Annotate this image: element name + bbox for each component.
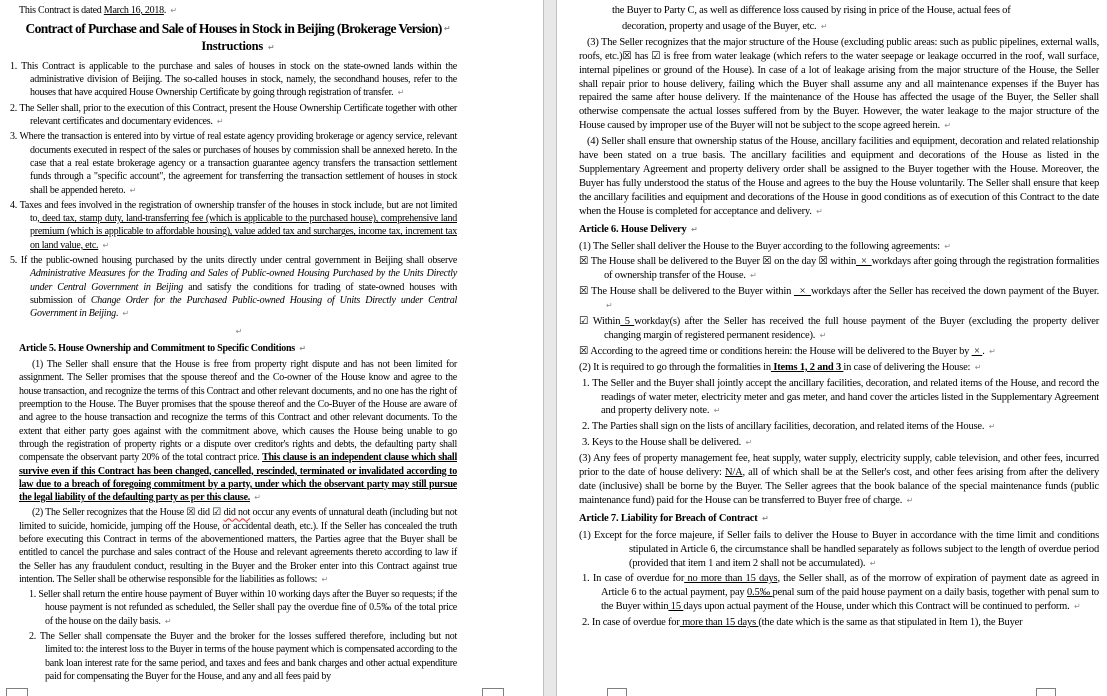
text-run: did: [195, 507, 213, 519]
delivery-option-2[interactable]: [579, 285, 1099, 313]
checkbox-crossed-icon[interactable]: ☒: [186, 507, 196, 519]
text-run: Contract of Purchase and Sale of Houses in Stock in Beijing (Brokerage Version): [25, 21, 442, 37]
paragraph-mark-icon: ↵: [906, 495, 914, 505]
text-run: Seller shall return the entire house payment of Buyer within 10 working days after the Buyer so requests; if the house payment is not refunded as scheduled, the Seller shall pay the overdue fine of 0.5‰ of the total price of the house on the daily basis.: [38, 589, 457, 627]
article-5-para-2[interactable]: [19, 506, 457, 586]
text-run: 5: [620, 316, 635, 328]
article-6-heading[interactable]: [579, 223, 1099, 237]
text-run: Administrative Measures for the Trading and Sales of Public-owned Housing Purchased by the Units Directly under Central Government in Beijing: [30, 268, 457, 293]
text-run: (the date which is the same as that stipulated in Item 1), the Buyer: [758, 617, 1023, 629]
text-run: deed tax, stamp duty, land-transferring fee (which is applicable to the purchased house), comprehensive land premium (which is applicable to affordable housing), value added tax and surcharges, income tax, increment tax on land value, etc.: [30, 213, 457, 251]
paragraph-mark-icon: ↵: [819, 330, 827, 340]
paragraph-mark-icon: ↵: [820, 21, 828, 31]
text-run: workdays after the Seller has received the down payment of the Buyer.: [810, 286, 1099, 298]
article-5-para-1[interactable]: [19, 358, 457, 504]
text-run: .: [982, 345, 988, 357]
text-run: (2) The Seller recognizes that the House: [32, 507, 187, 519]
text-run: no more than 15 days: [684, 573, 778, 585]
paragraph-mark-icon: ↵: [713, 406, 721, 416]
cropped-footer-box: [607, 688, 627, 696]
list-marker: 2.: [582, 421, 590, 433]
paragraph-mark-icon: ↵: [397, 88, 405, 98]
list-marker: 3.: [582, 437, 590, 449]
list-marker: 5.: [10, 255, 17, 267]
continuation-line-2[interactable]: [622, 20, 1099, 34]
paragraph-mark-icon: ↵: [1073, 602, 1081, 612]
checkbox-crossed-icon[interactable]: ☒: [579, 255, 589, 268]
text-run: more than 15 days: [679, 617, 759, 629]
text-run: 0.5‰: [746, 587, 773, 599]
text-run: in case of delivering the House:: [843, 361, 973, 373]
paragraph-mark-icon: ↵: [690, 224, 698, 234]
article-6-para-3[interactable]: [579, 452, 1099, 508]
text-run: (4) Seller shall ensure that ownership status of the House, ancillary facilities and equipment, decoration and related relationship have been stated on a true basis. The ancillary facilities and equipment and decorations of the House as listed in the Supplementary Agreement and property delivery order shall be assigned to the Buyer together with the House. Moreover, the Buyer has fully understood the status of the House and agrees to the buy the House voluntarily. The Seller shall ensure that keep the ancillary facilities and equipment and decorations of the House in good conditions as of execution of this Contract to the date when the House is completed for acceptance and delivery.: [579, 136, 1099, 217]
list-marker: 2.: [29, 631, 36, 643]
text-run: March 16, 2018: [103, 5, 164, 16]
list-marker: 1.: [582, 377, 590, 389]
formality-item-2[interactable]: [579, 420, 1099, 434]
paragraph-mark-icon: ↵: [816, 206, 823, 216]
text-run: within: [827, 256, 857, 268]
list-marker: 2.: [10, 102, 17, 114]
list-marker: 1.: [582, 573, 590, 585]
text-run: decoration, property and usage of the Buyer, etc.: [622, 20, 819, 32]
list-marker: 1.: [29, 589, 36, 601]
text-run: [250, 492, 252, 503]
text-run: ×: [856, 256, 872, 268]
page-1-content: [0, 0, 543, 683]
checkbox-crossed-icon[interactable]: ☒: [762, 255, 772, 268]
instruction-item-1[interactable]: [10, 60, 457, 100]
liability-item-2[interactable]: [19, 630, 457, 683]
page-1: [0, 0, 543, 696]
article-7-para-1[interactable]: [579, 529, 1099, 571]
text-run: Article 7. Liability for Breach of Contract: [579, 512, 760, 524]
text-run: Taxes and fees involved in the registration of ownership transfer of the houses in stock include, but are not limited to,: [19, 199, 458, 225]
instruction-item-5[interactable]: [10, 254, 458, 320]
text-run: In case of overdue for: [592, 573, 685, 585]
cropped-footer-box: [482, 688, 504, 696]
text-run: (2) It is required to go through the formalities in: [579, 361, 771, 373]
text-run: In case of overdue for: [591, 617, 680, 629]
text-run: This clause is an independent clause which shall survive even if this Contract has been changed, cancelled, rescinded, terminated or invalidated according to law due to a breach of foregoing commitment by a party, under which the observant party may still pursue the legal liability of the defaulting party as per this clause.: [19, 452, 457, 504]
paragraph-mark-icon: ↵: [170, 6, 178, 15]
text-run: workday(s) after the Seller has received the full house payment of the Buyer (excluding the property deliver changing margin of registered permanent residence).: [604, 316, 1100, 341]
instruction-item-3[interactable]: [10, 130, 457, 196]
empty-paragraph[interactable]: [19, 325, 457, 338]
paragraph-mark-icon: ↵: [235, 326, 243, 336]
text-run: This Contract is dated: [19, 5, 104, 16]
text-run: is free from water leakage (which refers to the water seepage or leakage occurred in the roof, wall surface, internal pipelines or ground of the House). In case of a lot of leakage arising from the major structure of the House, the Seller shall repair prior to house delivery, failing which the Buyer shall assume any and all maintenance expenses if the Buyer has repaired the same after house delivery. If the maintenance of the House has affected the usage of the Buyer, the Seller shall otherwise compensate the actual losses suffered from by the Buyer. However, the water leakage to the major structure of the House caused by improper use of the Buyer will not be subject to the scope agreed herein.: [579, 50, 1099, 132]
text-run: If the public-owned housing purchased by the units directly under central government in Beijing shall observe: [20, 255, 458, 267]
text-run: ×: [793, 286, 811, 298]
checkbox-checked-icon[interactable]: ☑: [651, 49, 661, 62]
text-run: (3) The Seller recognizes that the major structure of the House (excluding public areas: such as public pipelines, external walls, roofs, etc.): [579, 36, 1099, 62]
paragraph-mark-icon: ↵: [216, 117, 224, 127]
text-run: ×: [971, 345, 983, 357]
text-run: The Seller shall, prior to the execution of this Contract, present the House Ownership Certificate together with other relevant certificates and documentary evidences.: [19, 102, 458, 128]
text-run: Within: [588, 316, 621, 328]
article-5-para-4[interactable]: [579, 135, 1099, 218]
paragraph-mark-icon: ↵: [321, 574, 329, 584]
checkbox-crossed-icon[interactable]: ☒: [579, 344, 589, 357]
paragraph-mark-icon: ↵: [129, 185, 137, 195]
paragraph-mark-icon: ↵: [606, 301, 613, 311]
text-run: .: [163, 5, 169, 16]
text-run: the Buyer to Party C, as well as difference loss caused by rising in price of the House, actual fees of: [612, 5, 1011, 16]
paragraph-mark-icon: ↵: [944, 241, 951, 251]
text-run: The Parties shall sign on the lists of ancillary facilities, decoration, and related items of the House.: [591, 421, 987, 433]
text-run: According to the agreed time or conditions herein: the House will be delivered to the Buyer by: [588, 345, 972, 357]
text-run: and satisfy the conditions for trading of state-owned houses with submission of: [30, 281, 457, 306]
text-run: Items 1, 2 and 3: [770, 361, 844, 373]
delivery-option-4[interactable]: [579, 345, 1099, 359]
text-run: Change Order for the Purchased Public-owned Housing of Units Directly under Central Government in Beijing: [30, 294, 457, 320]
text-run: The Seller and the Buyer shall jointly accept the ancillary facilities, decoration, and related items of the House, and record the readings of water meter, electricity meter and gas meter, and hand cover the articles listed in the Supplementary Agreement and property delivery note.: [592, 377, 1099, 417]
text-run: Article 6. House Delivery: [579, 223, 689, 235]
paragraph-mark-icon: ↵: [944, 121, 952, 131]
paragraph-mark-icon: ↵: [164, 616, 172, 626]
text-run: (3) Any fees of property management fee, heat supply, water supply, electricity supply, cable television, and other fees, incurred prior to the date of house delivery:: [579, 453, 1099, 479]
text-run: (1) The Seller shall deliver the House to the Buyer according to the following agreements:: [579, 240, 943, 252]
text-run: on the day: [771, 256, 819, 268]
list-marker: 2.: [582, 617, 590, 629]
paragraph-mark-icon: ↵: [750, 271, 757, 281]
liability-item-1[interactable]: [19, 588, 457, 628]
formality-item-3[interactable]: [579, 436, 1099, 450]
text-run: Article 5. House Ownership and Commitment to Specific Conditions: [19, 342, 298, 354]
paragraph-mark-icon: ↵: [974, 362, 982, 372]
paragraph-mark-icon: ↵: [443, 24, 451, 34]
dateline[interactable]: [19, 4, 457, 17]
paragraph-mark-icon: ↵: [761, 513, 769, 523]
text-run: Keys to the House shall be delivered.: [591, 437, 744, 449]
text-run: This Contract is applicable to the purchase and sales of houses in stock on the state-owned lands within the administrative division of Beijing. The so-called houses in stock, namely, the secondhand houses, refer to the houses that have acquired House Ownership Certificate by going through registration of transfer.: [21, 60, 457, 99]
text-run: .: [115, 308, 121, 320]
checkbox-crossed-icon[interactable]: ☒: [579, 285, 589, 298]
paragraph-mark-icon: ↵: [989, 346, 996, 356]
text-run: , all of which shall be at the Seller's cost, and other fees arising from after the delivery date (inclusive) shall be borne by the Buyer. The Seller agrees that the book balance of the special maintenance funds (public maintenance fund) paid for the House can be transferred to Buyer free of charge.: [579, 467, 1099, 506]
cropped-footer-box: [1036, 688, 1056, 696]
text-run: days upon actual payment of the House, under which this Contract will be continued to perform.: [683, 601, 1072, 613]
paragraph-mark-icon: ↵: [102, 240, 110, 250]
checkbox-crossed-icon[interactable]: ☒: [818, 255, 828, 268]
paragraph-mark-icon: ↵: [988, 422, 996, 432]
text-run: The Seller shall compensate the Buyer and the broker for the losses suffered therefore, including but not limited to: the interest loss to the Buyer in terms of the house payment which is compensated according to the bank loan interest rate for the same period, and taxes and fees and bank charges and other actual expenditure paid for compensating the Buyer for the House, and any and all fees paid by: [39, 631, 457, 682]
text-run: The House shall be delivered to the Buyer within: [588, 286, 794, 298]
overdue-item-1[interactable]: [579, 572, 1099, 614]
delivery-option-3[interactable]: [579, 315, 1099, 343]
paragraph-mark-icon: ↵: [254, 493, 261, 503]
text-run: , the Seller shall, as of the morrow of expiration of payment date as agreed in Article 6 to the actual payment, pay: [601, 573, 1099, 599]
page-2: [557, 0, 1107, 696]
text-run: has: [631, 50, 652, 62]
text-run: workdays after going through the registration formalities of ownership transfer of the House.: [604, 256, 1100, 282]
checkbox-checked-icon[interactable]: ☑: [579, 315, 589, 328]
list-marker: 1.: [10, 60, 17, 72]
text-run: (1) Except for the force majeure, if Seller fails to deliver the House to Buyer in accordance with the time limit and conditions stipulated in Article 6, the circumstance shall be handled separately as follows subject to the length of overdue period (provided that item 1 and item 2 shall not be accumulated).: [579, 529, 1099, 569]
article-5-para-3[interactable]: [579, 36, 1099, 133]
list-marker: 3.: [10, 131, 17, 143]
paragraph-mark-icon: ↵: [869, 558, 877, 568]
text-run: 15: [668, 601, 684, 613]
cropped-footer-box: [6, 688, 28, 696]
article-5-heading[interactable]: [19, 342, 457, 355]
instruction-item-4[interactable]: [10, 199, 458, 252]
paragraph-mark-icon: ↵: [299, 343, 306, 353]
instruction-item-2[interactable]: [10, 102, 458, 129]
text-run: (1) The Seller shall ensure that the House is free from property right dispute and has not been limited for assignment. The Seller promises that the spouse thereof and the Co-owner of the House know and agree to the house transaction, and recognize the terms of this Contract and other relevant documents, and no one has the right of preemption to the House. The Buyer promises that the spouse thereof and the Co-Buyer of the House are aware of and agree to the house transaction and recognize the terms of this Contract and other relevant documents. To the extent that either party goes against with the commitment above, which causes the House being unable to go through the registration of property rights or a dispute over creditor's rights and debts, the defaulting party shall compensate the observant party 20% of the total contract price.: [19, 359, 457, 464]
paragraph-mark-icon: ↵: [267, 42, 275, 52]
continuation-line-1[interactable]: [612, 4, 1099, 18]
text-run: occur any events of unnatural death (including but not limited to suicide, homicide, jumping off the House, or accidental death, etc.). If the Seller has concealed the truth before executing this Contract in terms of the abovementioned matters, the Parties agree that the Buyer shall be entitled to cancel the purchase and sales contract of the House and relevant agreements thereto according to law if the Seller has any fraudulent conduct, resulting in the Buyer and the Broker enter into this Contract against true intention. The Seller shall be otherwise responsible for the liabilities as follows:: [19, 507, 458, 585]
text-run: [98, 240, 100, 251]
delivery-option-1[interactable]: [579, 255, 1099, 283]
article-6-para-2[interactable]: [579, 361, 1099, 375]
text-run: penal sum of the paid house payment on a daily basis, together with penal sum to the Buyer within: [601, 587, 1099, 613]
text-run: N/A: [725, 467, 743, 479]
checkbox-checked-icon[interactable]: ☑: [212, 507, 222, 519]
formality-item-1[interactable]: [579, 377, 1099, 419]
text-run: Instructions: [201, 38, 266, 53]
text-run: Where the transaction is entered into by virtue of real estate agency providing brokerage or agency service, relevant documents executed in respect of the sales or purchases of houses by commission shall be annexed hereto. In the case that a real estate brokerage agency or a transaction guarantee agency transfers the transaction settlement funds through a "specific account", the agreement for transferring the transaction settlement of houses in stock shall be appended hereto.: [19, 131, 457, 196]
page-gap-divider: [543, 0, 557, 696]
text-run: The House shall be delivered to the Buyer: [588, 256, 763, 268]
paragraph-mark-icon: ↵: [122, 309, 130, 319]
paragraph-mark-icon: ↵: [745, 438, 753, 448]
article-7-heading[interactable]: [579, 512, 1099, 526]
page-2-content: [557, 0, 1107, 630]
article-6-para-1[interactable]: [579, 240, 1099, 254]
instructions-heading[interactable]: [19, 40, 457, 54]
list-marker: 4.: [10, 199, 17, 211]
checkbox-crossed-icon[interactable]: ☒: [622, 49, 632, 62]
overdue-item-2[interactable]: [579, 616, 1099, 630]
document-title[interactable]: [19, 22, 457, 35]
text-run: did not: [223, 507, 251, 519]
